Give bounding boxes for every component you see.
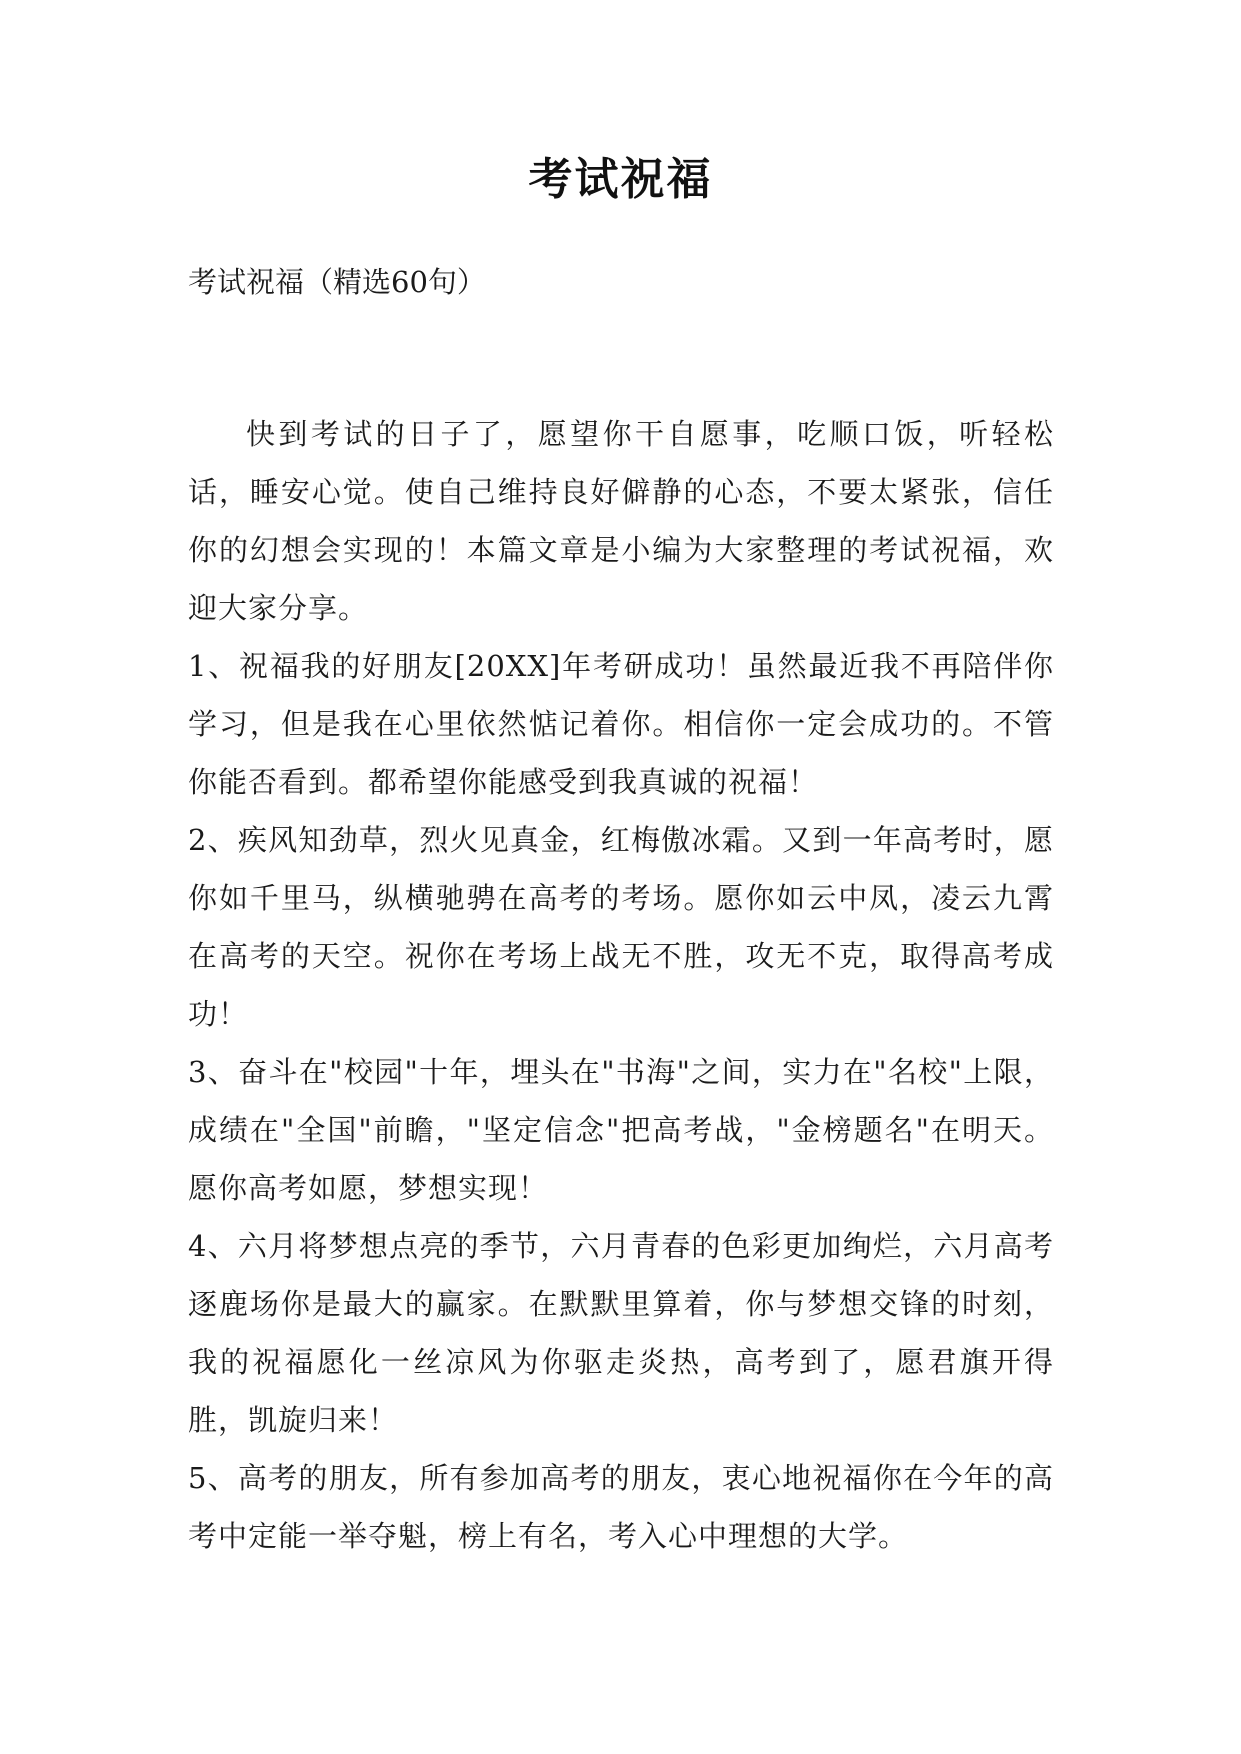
intro-paragraph: 快到考试的日子了，愿望你干自愿事，吃顺口饭，听轻松话，睡安心觉。使自己维持良好僻静的心态，不要太紧张，信任你的幻想会实现的！本篇文章是小编为大家整理的考试祝福，欢迎大家分享。 xyxy=(188,417,1054,625)
list-item: 5、高考的朋友，所有参加高考的朋友，衷心地祝福你在今年的高考中定能一举夺魁，榜上有名，考入心中理想的大学。 xyxy=(188,1461,1054,1553)
list-item: 1、祝福我的好朋友[20XX]年考研成功！虽然最近我不再陪伴你学习，但是我在心里依然惦记着你。相信你一定会成功的。不管你能否看到。都希望你能感受到我真诚的祝福！ xyxy=(188,649,1054,799)
document-title: 考试祝福 xyxy=(528,154,713,205)
document-body xyxy=(188,405,1054,1565)
list-item: 3、奋斗在"校园"十年，埋头在"书海"之间，实力在"名校"上限，成绩在"全国"前瞻，"坚定信念"把高考战，"金榜题名"在明天。愿你高考如愿，梦想实现！ xyxy=(188,1055,1054,1205)
document-subtitle: 考试祝福（精选60句） xyxy=(188,265,486,299)
list-item: 2、疾风知劲草，烈火见真金，红梅傲冰霜。又到一年高考时，愿你如千里马，纵横驰骋在高考的考场。愿你如云中凤，凌云九霄在高考的天空。祝你在考场上战无不胜，攻无不克，取得高考成功！ xyxy=(188,823,1054,1031)
list-item: 4、六月将梦想点亮的季节，六月青春的色彩更加绚烂，六月高考逐鹿场你是最大的赢家。在默默里算着，你与梦想交锋的时刻，我的祝福愿化一丝凉风为你驱走炎热，高考到了，愿君旗开得胜，凯旋归来！ xyxy=(188,1229,1054,1437)
